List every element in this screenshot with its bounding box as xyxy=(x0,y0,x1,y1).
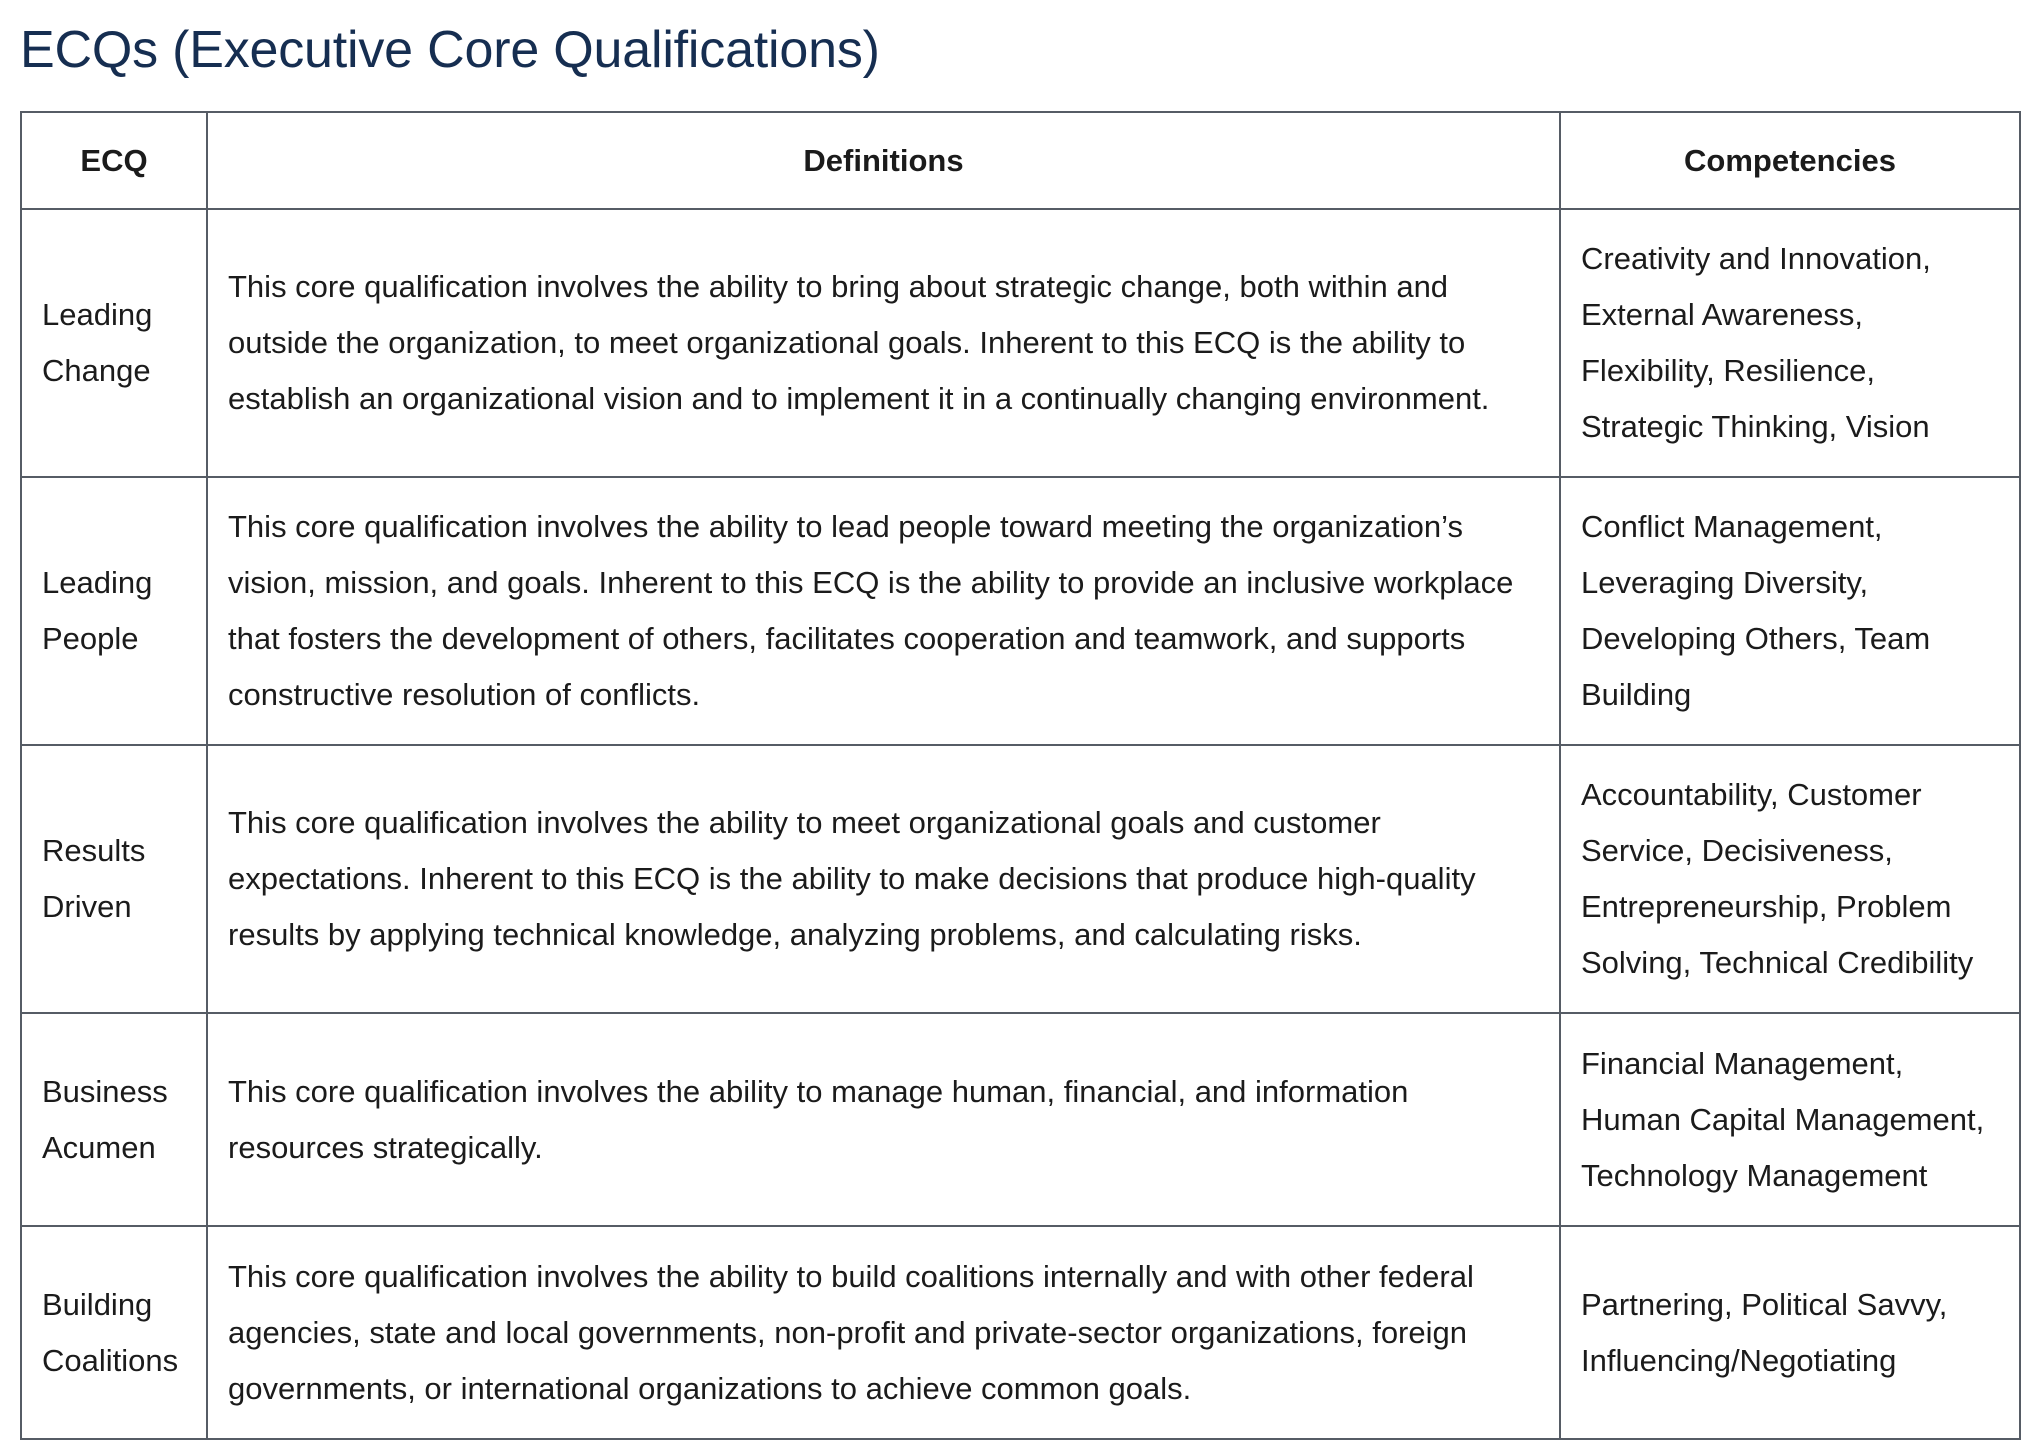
competencies-cell: Financial Management, Human Capital Management, Technology Management xyxy=(1560,1013,2020,1226)
header-definitions: Definitions xyxy=(207,112,1560,209)
definition-cell: This core qualification involves the ability to bring about strategic change, both within and outside the organization, to meet organizational goals. Inherent to this ECQ is the ability to establish an organizational vision and to implement it in a continually changing environment. xyxy=(207,209,1560,477)
header-ecq: ECQ xyxy=(21,112,207,209)
header-competencies: Competencies xyxy=(1560,112,2020,209)
competencies-cell: Creativity and Innovation, External Awareness, Flexibility, Resilience, Strategic Thinking, Vision xyxy=(1560,209,2020,477)
definition-cell: This core qualification involves the ability to lead people toward meeting the organization’s vision, mission, and goals. Inherent to this ECQ is the ability to provide an inclusive workplace that fosters the development of others, facilitates cooperation and teamwork, and supports constructive resolution of conflicts. xyxy=(207,477,1560,745)
definition-cell: This core qualification involves the ability to meet organizational goals and customer expectations. Inherent to this ECQ is the ability to make decisions that produce high-quality results by applying technical knowledge, analyzing problems, and calculating risks. xyxy=(207,745,1560,1013)
header-row xyxy=(21,112,2020,209)
page-title: ECQs (Executive Core Qualifications) xyxy=(20,21,880,79)
competencies-cell: Conflict Management, Leveraging Diversity, Developing Others, Team Building xyxy=(1560,477,2020,745)
table-body xyxy=(21,209,2020,1439)
competencies-cell: Accountability, Customer Service, Decisiveness, Entrepreneurship, Problem Solving, Technical Credibility xyxy=(1560,745,2020,1013)
ecq-cell: Leading People xyxy=(21,477,207,745)
ecq-cell: Leading Change xyxy=(21,209,207,477)
ecq-table xyxy=(20,111,2021,1440)
ecq-cell: Building Coalitions xyxy=(21,1226,207,1439)
definition-cell: This core qualification involves the ability to build coalitions internally and with other federal agencies, state and local governments, non-profit and private-sector organizations, foreign governments, or international organizations to achieve common goals. xyxy=(207,1226,1560,1439)
table-row xyxy=(21,209,2020,477)
competencies-cell: Partnering, Political Savvy, Influencing/Negotiating xyxy=(1560,1226,2020,1439)
ecq-cell: Business Acumen xyxy=(21,1013,207,1226)
table-row xyxy=(21,1013,2020,1226)
table-header xyxy=(21,112,2020,209)
table-row xyxy=(21,745,2020,1013)
definition-cell: This core qualification involves the ability to manage human, financial, and information resources strategically. xyxy=(207,1013,1560,1226)
ecq-cell: Results Driven xyxy=(21,745,207,1013)
table-row xyxy=(21,1226,2020,1439)
table-row xyxy=(21,477,2020,745)
